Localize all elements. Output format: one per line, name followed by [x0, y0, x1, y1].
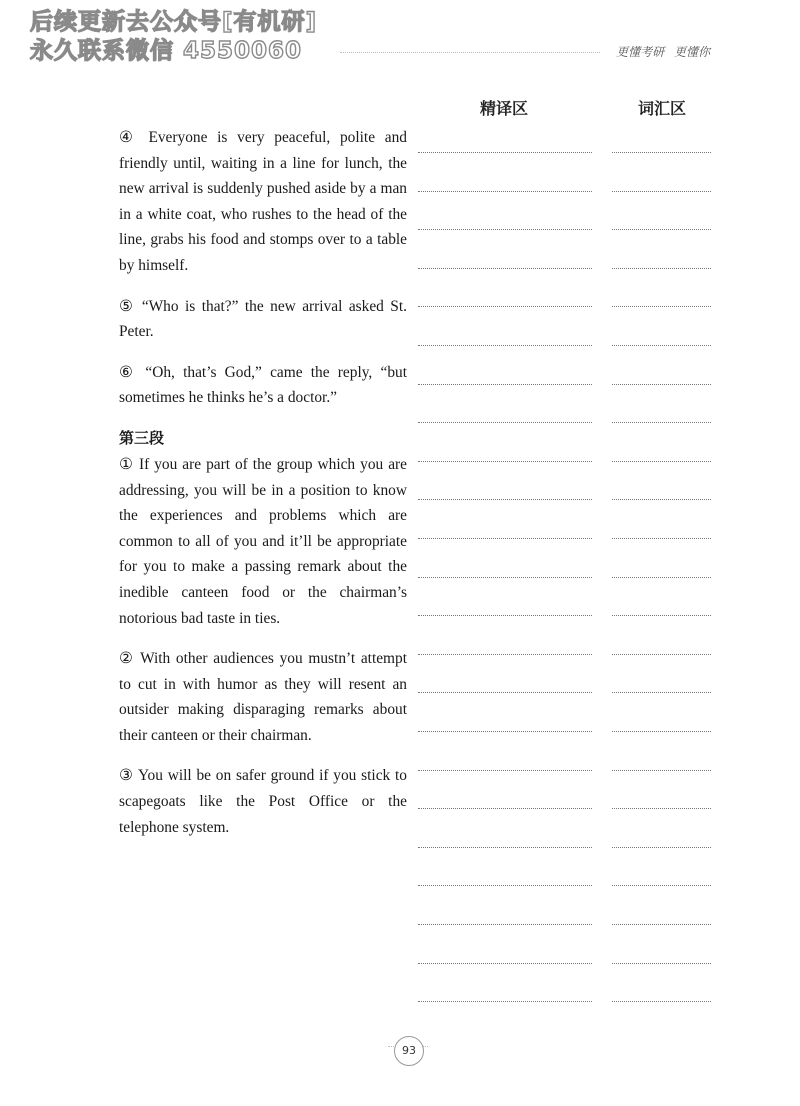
translation-line [418, 191, 592, 192]
vocabulary-line [612, 384, 711, 385]
translation-line [418, 654, 592, 655]
paragraph-4: ④ Everyone is very peaceful, polite and friendly until, waiting in a line for lunch, the new arrival is suddenly pushed aside by a man in a white coat, who rushes to the head of the line, grabs his food and stomps over to a table by himself. [119, 129, 407, 274]
translation-line [418, 692, 592, 693]
vocabulary-line [612, 770, 711, 771]
translation-line [418, 229, 592, 230]
translation-line [418, 268, 592, 269]
header-slogan [610, 43, 710, 60]
watermark-line-1: 后续更新去公众号[有机研] [30, 9, 318, 35]
translation-line [418, 345, 592, 346]
translation-line [418, 499, 592, 500]
section-title: 第三段 [119, 428, 165, 447]
vocabulary-line [612, 731, 711, 732]
passage-text [119, 125, 407, 855]
vocabulary-line [612, 152, 711, 153]
paragraph-6: ⑥ “Oh, that’s God,” came the reply, “but sometimes he thinks he’s a doctor.” [119, 363, 407, 407]
translation-line [418, 808, 592, 809]
vocabulary-line [612, 654, 711, 655]
translation-line [418, 461, 592, 462]
translation-line [418, 384, 592, 385]
translation-line [418, 1001, 592, 1002]
translation-line [418, 615, 592, 616]
vocabulary-line [612, 577, 711, 578]
vocabulary-line [612, 422, 711, 423]
header-slogan-2: 更懂你 [673, 45, 710, 59]
translation-line [418, 885, 592, 886]
header-divider [340, 52, 600, 53]
translation-column-heading: 精译区 [480, 99, 529, 118]
vocabulary-line [612, 306, 711, 307]
translation-line [418, 422, 592, 423]
vocabulary-line [612, 1001, 711, 1002]
header-slogan-1: 更懂考研 [616, 45, 665, 59]
vocabulary-line [612, 808, 711, 809]
vocabulary-line [612, 615, 711, 616]
vocabulary-line [612, 229, 711, 230]
vocabulary-column-heading: 词汇区 [638, 99, 687, 118]
translation-line [418, 924, 592, 925]
translation-line [418, 731, 592, 732]
translation-line [418, 963, 592, 964]
translation-line [418, 538, 592, 539]
translation-line [418, 306, 592, 307]
vocabulary-line [612, 461, 711, 462]
translation-line [418, 847, 592, 848]
section-paragraph-2: ② With other audiences you mustn’t attempt to cut in with humor as they will resent an outsider making disparaging remarks about their canteen or their chairman. [119, 650, 407, 744]
translation-line [418, 577, 592, 578]
vocabulary-line [612, 963, 711, 964]
vocabulary-line [612, 268, 711, 269]
paragraph-5: ⑤ “Who is that?” the new arrival asked St. Peter. [119, 297, 407, 341]
translation-line [418, 770, 592, 771]
vocabulary-line [612, 692, 711, 693]
vocabulary-line [612, 847, 711, 848]
vocabulary-line [612, 924, 711, 925]
vocabulary-line [612, 538, 711, 539]
section-paragraph-1: ① If you are part of the group which you are addressing, you will be in a position to know the experiences and problems which are common to all of you and it’ll be appropriate for you to make a passing remark about the inedible canteen food or the chairman’s notorious bad taste in ties. [119, 455, 407, 627]
section-paragraph-3: ③ You will be on safer ground if you stick to scapegoats like the Post Office or the telephone system. [119, 767, 407, 836]
vocabulary-line [612, 499, 711, 500]
page-number: 93 [394, 1036, 424, 1066]
watermark-line-2: 永久联系微信 4550060 [30, 38, 303, 64]
translation-line [418, 152, 592, 153]
vocabulary-line [612, 191, 711, 192]
vocabulary-line [612, 345, 711, 346]
vocabulary-line [612, 885, 711, 886]
